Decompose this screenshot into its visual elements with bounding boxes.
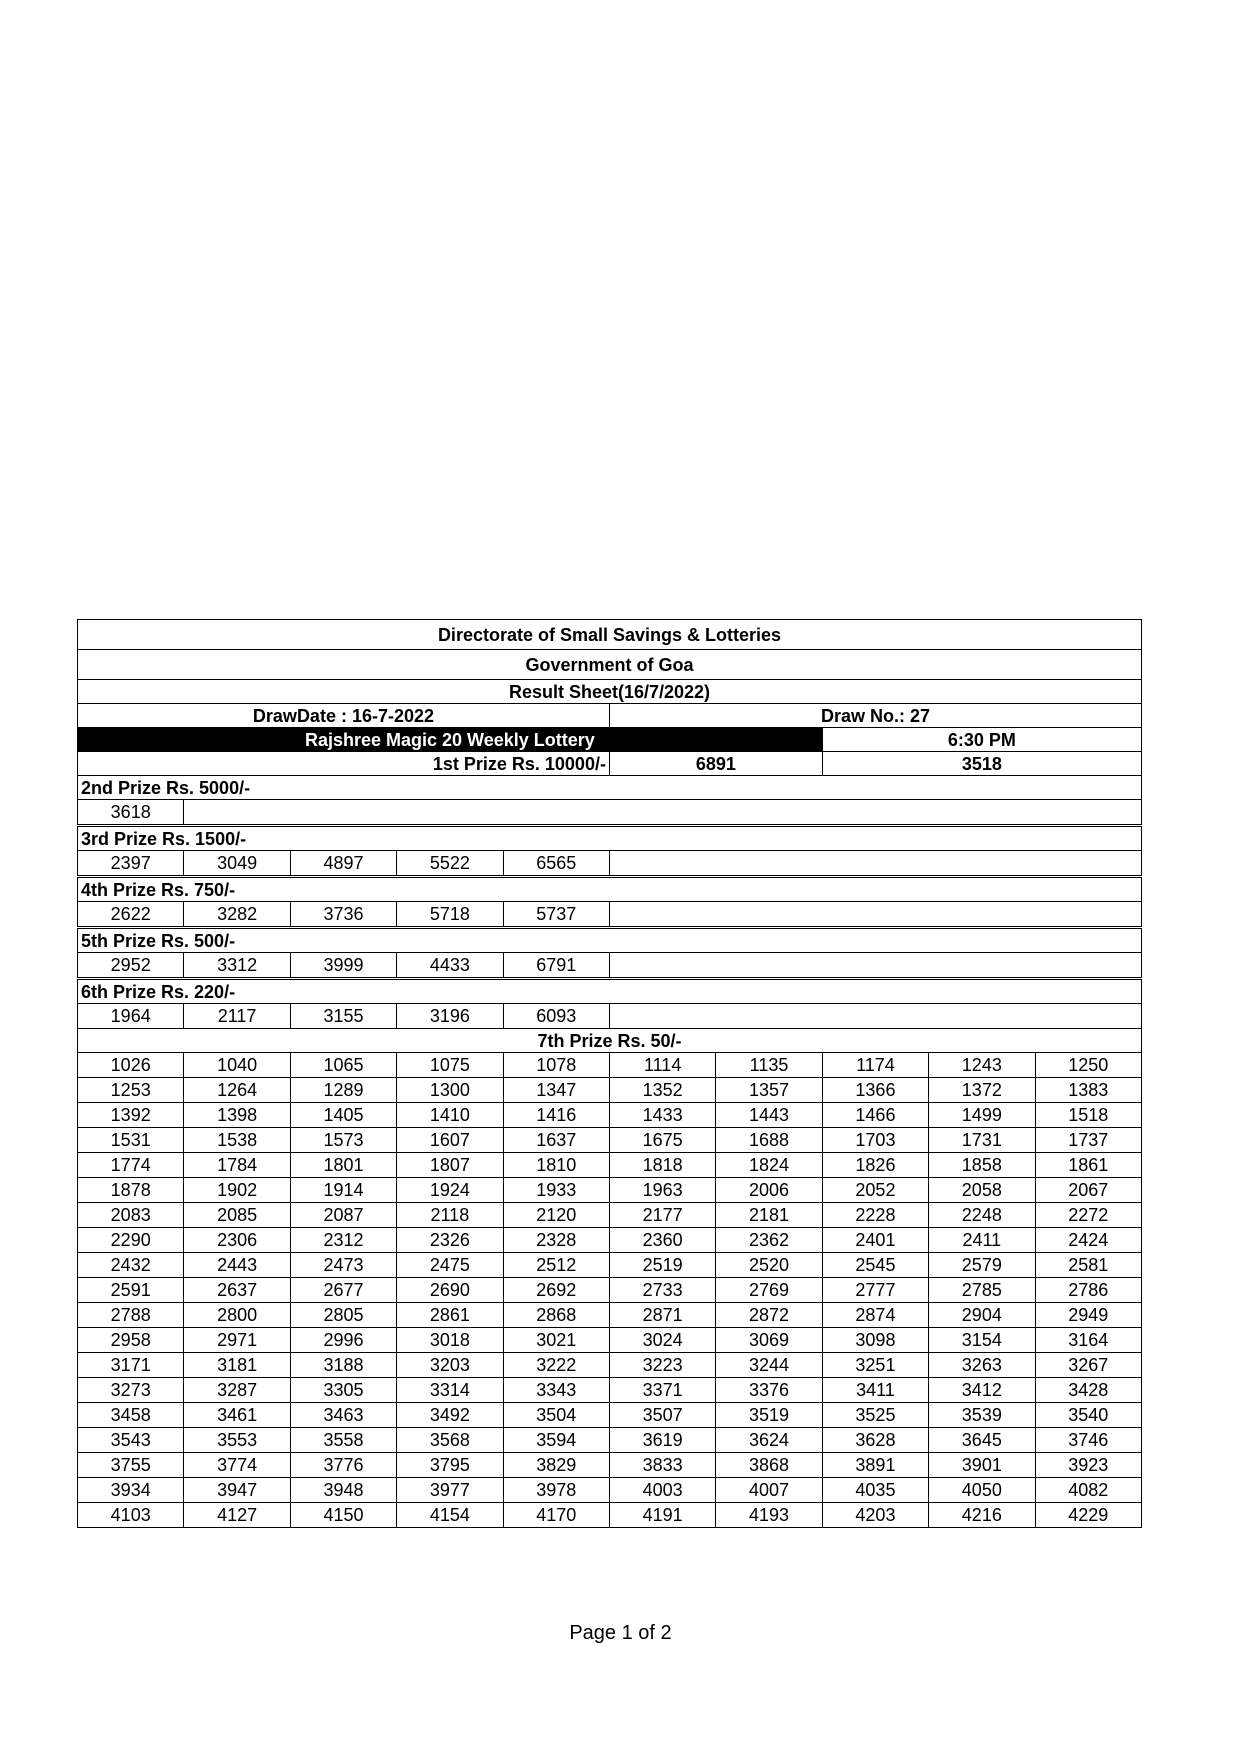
seventh-prize-row — [78, 1103, 1142, 1128]
seventh-prize-number: 1963 — [609, 1178, 715, 1203]
seventh-prize-number: 3263 — [929, 1353, 1035, 1378]
seventh-prize-number: 2058 — [929, 1178, 1035, 1203]
seventh-prize-number: 2328 — [503, 1228, 609, 1253]
sixth-prize-empty-cell — [609, 1004, 1141, 1029]
first-prize-label: 1st Prize Rs. 10000/- — [78, 752, 610, 776]
seventh-prize-number: 2868 — [503, 1303, 609, 1328]
seventh-prize-number: 1466 — [822, 1103, 928, 1128]
seventh-prize-number: 3273 — [78, 1378, 184, 1403]
seventh-prize-number: 1253 — [78, 1078, 184, 1103]
seventh-prize-number: 2085 — [184, 1203, 290, 1228]
seventh-prize-number: 1065 — [290, 1053, 396, 1078]
seventh-prize-number: 3755 — [78, 1453, 184, 1478]
seventh-prize-number: 1675 — [609, 1128, 715, 1153]
seventh-prize-number: 3069 — [716, 1328, 822, 1353]
seventh-prize-number: 4007 — [716, 1478, 822, 1503]
seventh-prize-number: 3098 — [822, 1328, 928, 1353]
seventh-prize-number: 3594 — [503, 1428, 609, 1453]
sixth-prize-label: 6th Prize Rs. 220/- — [78, 980, 1142, 1004]
seventh-prize-number: 3645 — [929, 1428, 1035, 1453]
seventh-prize-label: 7th Prize Rs. 50/- — [78, 1029, 1142, 1053]
fifth-prize-title-row — [78, 929, 1142, 953]
seventh-prize-number: 1366 — [822, 1078, 928, 1103]
seventh-prize-number: 2690 — [397, 1278, 503, 1303]
seventh-prize-row — [78, 1453, 1142, 1478]
seventh-prize-number: 4154 — [397, 1503, 503, 1528]
govt-title: Government of Goa — [78, 650, 1142, 680]
seventh-prize-number: 3024 — [609, 1328, 715, 1353]
seventh-prize-number: 3774 — [184, 1453, 290, 1478]
seventh-prize-number: 1410 — [397, 1103, 503, 1128]
sixth-prize-number: 3196 — [397, 1004, 503, 1029]
seventh-prize-number: 3222 — [503, 1353, 609, 1378]
sheet-title: Result Sheet(16/7/2022) — [78, 680, 1142, 704]
sixth-prize-title-row — [78, 980, 1142, 1004]
seventh-prize-number: 2052 — [822, 1178, 928, 1203]
seventh-prize-number: 3504 — [503, 1403, 609, 1428]
seventh-prize-number: 3525 — [822, 1403, 928, 1428]
seventh-prize-number: 3492 — [397, 1403, 503, 1428]
fifth-prize-label: 5th Prize Rs. 500/- — [78, 929, 1142, 953]
third-prize-number: 2397 — [78, 851, 184, 876]
seventh-prize-number: 3251 — [822, 1353, 928, 1378]
seventh-prize-number: 1114 — [609, 1053, 715, 1078]
seventh-prize-title-row — [78, 1029, 1142, 1053]
fifth-prize-number: 4433 — [397, 953, 503, 978]
seventh-prize-number: 2519 — [609, 1253, 715, 1278]
seventh-prize-number: 2360 — [609, 1228, 715, 1253]
seventh-prize-number: 2800 — [184, 1303, 290, 1328]
seventh-prize-number: 3978 — [503, 1478, 609, 1503]
seventh-prize-number: 2177 — [609, 1203, 715, 1228]
seventh-prize-number: 3746 — [1035, 1428, 1141, 1453]
sixth-prize-number: 3155 — [290, 1004, 396, 1029]
seventh-prize-number: 3619 — [609, 1428, 715, 1453]
fourth-prize-number: 3282 — [184, 902, 290, 927]
result-sheet-table — [77, 619, 1142, 1528]
seventh-prize-number: 2067 — [1035, 1178, 1141, 1203]
seventh-prize-number: 2769 — [716, 1278, 822, 1303]
lottery-name: Rajshree Magic 20 Weekly Lottery — [78, 728, 823, 752]
seventh-prize-number: 1518 — [1035, 1103, 1141, 1128]
seventh-prize-number: 3507 — [609, 1403, 715, 1428]
fifth-prize-number: 3999 — [290, 953, 396, 978]
fourth-prize-label: 4th Prize Rs. 750/- — [78, 878, 1142, 902]
seventh-prize-number: 2512 — [503, 1253, 609, 1278]
seventh-prize-row — [78, 1428, 1142, 1453]
seventh-prize-number: 1289 — [290, 1078, 396, 1103]
fourth-prize-empty-cell — [609, 902, 1141, 927]
seventh-prize-row — [78, 1378, 1142, 1403]
seventh-prize-number: 2120 — [503, 1203, 609, 1228]
seventh-prize-number: 2401 — [822, 1228, 928, 1253]
seventh-prize-number: 3540 — [1035, 1403, 1141, 1428]
seventh-prize-number: 1499 — [929, 1103, 1035, 1128]
seventh-prize-number: 1357 — [716, 1078, 822, 1103]
seventh-prize-row — [78, 1153, 1142, 1178]
seventh-prize-number: 1861 — [1035, 1153, 1141, 1178]
seventh-prize-number: 3287 — [184, 1378, 290, 1403]
third-prize-number: 3049 — [184, 851, 290, 876]
seventh-prize-number: 3948 — [290, 1478, 396, 1503]
seventh-prize-number: 4127 — [184, 1503, 290, 1528]
seventh-prize-number: 1078 — [503, 1053, 609, 1078]
seventh-prize-number: 1250 — [1035, 1053, 1141, 1078]
seventh-prize-number: 2996 — [290, 1328, 396, 1353]
seventh-prize-number: 3305 — [290, 1378, 396, 1403]
seventh-prize-number: 1040 — [184, 1053, 290, 1078]
seventh-prize-number: 3934 — [78, 1478, 184, 1503]
seventh-prize-number: 1392 — [78, 1103, 184, 1128]
seventh-prize-number: 4229 — [1035, 1503, 1141, 1528]
seventh-prize-number: 2475 — [397, 1253, 503, 1278]
seventh-prize-number: 2424 — [1035, 1228, 1141, 1253]
seventh-prize-number: 4150 — [290, 1503, 396, 1528]
seventh-prize-number: 4103 — [78, 1503, 184, 1528]
seventh-prize-number: 2871 — [609, 1303, 715, 1328]
seventh-prize-number: 3458 — [78, 1403, 184, 1428]
seventh-prize-number: 4035 — [822, 1478, 928, 1503]
fourth-prize-number: 3736 — [290, 902, 396, 927]
seventh-prize-row — [78, 1203, 1142, 1228]
seventh-prize-number: 3343 — [503, 1378, 609, 1403]
seventh-prize-number: 3376 — [716, 1378, 822, 1403]
seventh-prize-row — [78, 1128, 1142, 1153]
seventh-prize-number: 2692 — [503, 1278, 609, 1303]
seventh-prize-number: 1878 — [78, 1178, 184, 1203]
seventh-prize-number: 1801 — [290, 1153, 396, 1178]
seventh-prize-row — [78, 1228, 1142, 1253]
seventh-prize-number: 3223 — [609, 1353, 715, 1378]
seventh-prize-number: 3977 — [397, 1478, 503, 1503]
seventh-prize-row — [78, 1403, 1142, 1428]
seventh-prize-number: 1372 — [929, 1078, 1035, 1103]
seventh-prize-row — [78, 1053, 1142, 1078]
seventh-prize-number: 2443 — [184, 1253, 290, 1278]
seventh-prize-number: 2411 — [929, 1228, 1035, 1253]
seventh-prize-number: 2248 — [929, 1203, 1035, 1228]
seventh-prize-number: 3267 — [1035, 1353, 1141, 1378]
seventh-prize-number: 4216 — [929, 1503, 1035, 1528]
seventh-prize-number: 3411 — [822, 1378, 928, 1403]
seventh-prize-number: 1243 — [929, 1053, 1035, 1078]
seventh-prize-number: 1416 — [503, 1103, 609, 1128]
seventh-prize-number: 1933 — [503, 1178, 609, 1203]
seventh-prize-number: 1737 — [1035, 1128, 1141, 1153]
seventh-prize-number: 2326 — [397, 1228, 503, 1253]
seventh-prize-number: 2118 — [397, 1203, 503, 1228]
seventh-prize-number: 3795 — [397, 1453, 503, 1478]
seventh-prize-row — [78, 1278, 1142, 1303]
seventh-prize-number: 1924 — [397, 1178, 503, 1203]
seventh-prize-number: 2520 — [716, 1253, 822, 1278]
seventh-prize-number: 3923 — [1035, 1453, 1141, 1478]
seventh-prize-number: 1347 — [503, 1078, 609, 1103]
fourth-prize-title-row — [78, 878, 1142, 902]
seventh-prize-row — [78, 1303, 1142, 1328]
seventh-prize-row — [78, 1478, 1142, 1503]
seventh-prize-number: 3829 — [503, 1453, 609, 1478]
seventh-prize-number: 4082 — [1035, 1478, 1141, 1503]
seventh-prize-number: 4203 — [822, 1503, 928, 1528]
seventh-prize-number: 1858 — [929, 1153, 1035, 1178]
seventh-prize-number: 2788 — [78, 1303, 184, 1328]
seventh-prize-number: 1637 — [503, 1128, 609, 1153]
third-prize-label: 3rd Prize Rs. 1500/- — [78, 827, 1142, 851]
seventh-prize-number: 3901 — [929, 1453, 1035, 1478]
seventh-prize-number: 1300 — [397, 1078, 503, 1103]
seventh-prize-number: 2874 — [822, 1303, 928, 1328]
fourth-prize-number: 5737 — [503, 902, 609, 927]
draw-number: Draw No.: 27 — [609, 704, 1141, 728]
seventh-prize-row — [78, 1353, 1142, 1378]
seventh-prize-number: 2971 — [184, 1328, 290, 1353]
seventh-prize-number: 2958 — [78, 1328, 184, 1353]
seventh-prize-number: 2581 — [1035, 1253, 1141, 1278]
seventh-prize-number: 1531 — [78, 1128, 184, 1153]
seventh-prize-number: 2362 — [716, 1228, 822, 1253]
second-prize-empty-cell — [184, 800, 1142, 825]
seventh-prize-number: 3624 — [716, 1428, 822, 1453]
seventh-prize-number: 1026 — [78, 1053, 184, 1078]
sixth-prize-number: 2117 — [184, 1004, 290, 1029]
seventh-prize-number: 3018 — [397, 1328, 503, 1353]
fifth-prize-number: 3312 — [184, 953, 290, 978]
seventh-prize-number: 3314 — [397, 1378, 503, 1403]
seventh-prize-number: 1398 — [184, 1103, 290, 1128]
third-prize-title-row — [78, 827, 1142, 851]
seventh-prize-number: 1573 — [290, 1128, 396, 1153]
seventh-prize-number: 3461 — [184, 1403, 290, 1428]
seventh-prize-number: 2432 — [78, 1253, 184, 1278]
draw-date: DrawDate : 16-7-2022 — [78, 704, 610, 728]
seventh-prize-number: 2290 — [78, 1228, 184, 1253]
second-prize-label: 2nd Prize Rs. 5000/- — [78, 776, 1142, 800]
seventh-prize-number: 3371 — [609, 1378, 715, 1403]
seventh-prize-number: 3428 — [1035, 1378, 1141, 1403]
seventh-prize-number: 4050 — [929, 1478, 1035, 1503]
seventh-prize-number: 1174 — [822, 1053, 928, 1078]
seventh-prize-number: 3891 — [822, 1453, 928, 1478]
seventh-prize-number: 3519 — [716, 1403, 822, 1428]
seventh-prize-number: 3558 — [290, 1428, 396, 1453]
seventh-prize-row — [78, 1253, 1142, 1278]
sixth-prize-numbers-row — [78, 1004, 1142, 1029]
seventh-prize-number: 1826 — [822, 1153, 928, 1178]
seventh-prize-number: 3628 — [822, 1428, 928, 1453]
seventh-prize-number: 2312 — [290, 1228, 396, 1253]
second-prize-number: 3618 — [78, 800, 184, 825]
seventh-prize-number: 2949 — [1035, 1303, 1141, 1328]
seventh-prize-number: 1405 — [290, 1103, 396, 1128]
seventh-prize-number: 1703 — [822, 1128, 928, 1153]
seventh-prize-number: 2579 — [929, 1253, 1035, 1278]
seventh-prize-number: 1914 — [290, 1178, 396, 1203]
seventh-prize-number: 1731 — [929, 1128, 1035, 1153]
seventh-prize-number: 1538 — [184, 1128, 290, 1153]
second-prize-title-row — [78, 776, 1142, 800]
seventh-prize-number: 3203 — [397, 1353, 503, 1378]
seventh-prize-number: 2637 — [184, 1278, 290, 1303]
second-prize-numbers-row — [78, 800, 1142, 825]
seventh-prize-number: 3188 — [290, 1353, 396, 1378]
seventh-prize-number: 1433 — [609, 1103, 715, 1128]
seventh-prize-number: 1688 — [716, 1128, 822, 1153]
seventh-prize-number: 2306 — [184, 1228, 290, 1253]
first-prize-number: 6891 — [609, 752, 822, 776]
page-number: Page 1 of 2 — [569, 1622, 672, 1644]
first-prize-series: 3518 — [822, 752, 1141, 776]
seventh-prize-number: 1135 — [716, 1053, 822, 1078]
fourth-prize-number: 5718 — [397, 902, 503, 927]
seventh-prize-number: 1352 — [609, 1078, 715, 1103]
seventh-prize-number: 3171 — [78, 1353, 184, 1378]
seventh-prize-number: 1607 — [397, 1128, 503, 1153]
seventh-prize-number: 2228 — [822, 1203, 928, 1228]
seventh-prize-number: 2087 — [290, 1203, 396, 1228]
seventh-prize-number: 1784 — [184, 1153, 290, 1178]
seventh-prize-number: 3553 — [184, 1428, 290, 1453]
seventh-prize-number: 3833 — [609, 1453, 715, 1478]
seventh-prize-number: 1807 — [397, 1153, 503, 1178]
seventh-prize-number: 2733 — [609, 1278, 715, 1303]
seventh-prize-number: 3181 — [184, 1353, 290, 1378]
fourth-prize-numbers-row — [78, 902, 1142, 927]
seventh-prize-number: 1075 — [397, 1053, 503, 1078]
third-prize-number: 6565 — [503, 851, 609, 876]
seventh-prize-number: 3539 — [929, 1403, 1035, 1428]
seventh-prize-number: 2006 — [716, 1178, 822, 1203]
seventh-prize-number: 1824 — [716, 1153, 822, 1178]
seventh-prize-number: 3543 — [78, 1428, 184, 1453]
org-title: Directorate of Small Savings & Lotteries — [78, 620, 1142, 650]
third-prize-number: 4897 — [290, 851, 396, 876]
seventh-prize-number: 2591 — [78, 1278, 184, 1303]
seventh-prize-number: 3947 — [184, 1478, 290, 1503]
seventh-prize-number: 2083 — [78, 1203, 184, 1228]
seventh-prize-number: 2272 — [1035, 1203, 1141, 1228]
seventh-prize-number: 1264 — [184, 1078, 290, 1103]
seventh-prize-number: 2677 — [290, 1278, 396, 1303]
seventh-prize-row — [78, 1078, 1142, 1103]
seventh-prize-number: 2785 — [929, 1278, 1035, 1303]
seventh-prize-number: 3021 — [503, 1328, 609, 1353]
seventh-prize-number: 3164 — [1035, 1328, 1141, 1353]
fourth-prize-number: 2622 — [78, 902, 184, 927]
seventh-prize-number: 2786 — [1035, 1278, 1141, 1303]
seventh-prize-number: 2872 — [716, 1303, 822, 1328]
seventh-prize-number: 1383 — [1035, 1078, 1141, 1103]
seventh-prize-number: 3776 — [290, 1453, 396, 1478]
seventh-prize-number: 4191 — [609, 1503, 715, 1528]
seventh-prize-number: 1810 — [503, 1153, 609, 1178]
seventh-prize-number: 2181 — [716, 1203, 822, 1228]
seventh-prize-number: 2777 — [822, 1278, 928, 1303]
seventh-prize-number: 1902 — [184, 1178, 290, 1203]
seventh-prize-row — [78, 1328, 1142, 1353]
third-prize-number: 5522 — [397, 851, 503, 876]
seventh-prize-number: 2861 — [397, 1303, 503, 1328]
seventh-prize-number: 4170 — [503, 1503, 609, 1528]
fifth-prize-number: 6791 — [503, 953, 609, 978]
seventh-prize-number: 3154 — [929, 1328, 1035, 1353]
seventh-prize-number: 3244 — [716, 1353, 822, 1378]
fifth-prize-empty-cell — [609, 953, 1141, 978]
seventh-prize-number: 2545 — [822, 1253, 928, 1278]
seventh-prize-number: 2805 — [290, 1303, 396, 1328]
seventh-prize-number: 2473 — [290, 1253, 396, 1278]
seventh-prize-number: 3412 — [929, 1378, 1035, 1403]
seventh-prize-number: 1443 — [716, 1103, 822, 1128]
sixth-prize-number: 6093 — [503, 1004, 609, 1029]
seventh-prize-row — [78, 1178, 1142, 1203]
seventh-prize-number: 3463 — [290, 1403, 396, 1428]
seventh-prize-number: 1774 — [78, 1153, 184, 1178]
sixth-prize-number: 1964 — [78, 1004, 184, 1029]
draw-time: 6:30 PM — [822, 728, 1141, 752]
seventh-prize-number: 1818 — [609, 1153, 715, 1178]
seventh-prize-number: 3868 — [716, 1453, 822, 1478]
seventh-prize-number: 4003 — [609, 1478, 715, 1503]
third-prize-numbers-row — [78, 851, 1142, 876]
third-prize-empty-cell — [609, 851, 1141, 876]
fifth-prize-numbers-row — [78, 953, 1142, 978]
seventh-prize-number: 4193 — [716, 1503, 822, 1528]
seventh-prize-number: 3568 — [397, 1428, 503, 1453]
seventh-prize-row — [78, 1503, 1142, 1528]
seventh-prize-number: 2904 — [929, 1303, 1035, 1328]
fifth-prize-number: 2952 — [78, 953, 184, 978]
